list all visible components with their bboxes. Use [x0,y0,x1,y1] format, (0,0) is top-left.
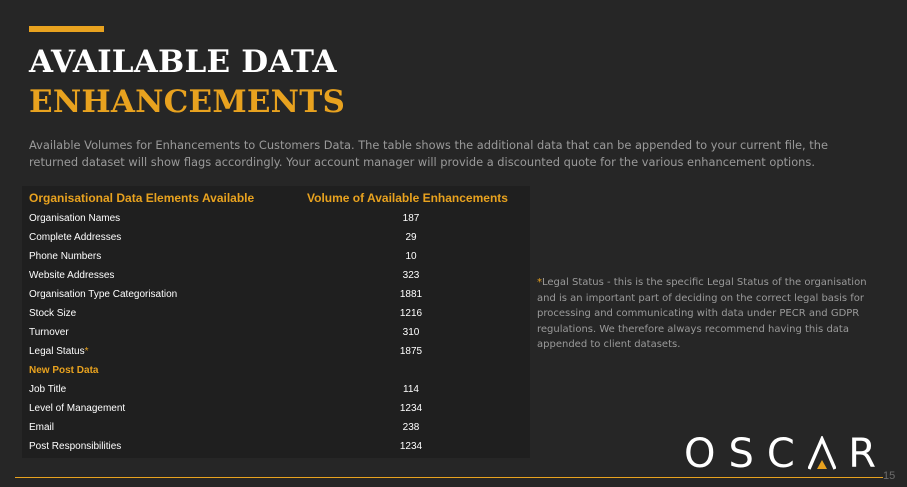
note-text: Legal Status - this is the specific Legal Status of the organisation and is an important part of deciding on the correct legal basis for processing and communicating with data under PECR and GDPR regulations. We therefore always recommend having this data appended to client datasets. [537,277,867,351]
row-volume-value: 29 [405,232,417,243]
row-volume-value: 1875 [399,346,423,357]
table-row [29,228,499,247]
row-label-text: Job Title [29,384,67,395]
row-label-text: Stock Size [29,308,77,319]
table-row [29,380,499,399]
intro-paragraph: Available Volumes for Enhancements to Customers Data. The table shows the additional data that can be appended to your current file, the returned dataset will show flags accordingly. Your account manager will provide a discounted quote for the various enhancement options. [29,138,828,169]
row-element-name [29,308,76,319]
row-element-name [29,327,69,338]
row-volume-value: 187 [402,213,420,224]
table-row [29,323,499,342]
enhancement-table [29,209,499,456]
row-volume-value: 1234 [399,403,423,414]
row-element-name [29,232,121,243]
row-label-text: Level of Management [29,403,126,414]
row-element-name [29,384,66,395]
row-element-name [29,422,54,433]
logo-text-part1: OSC [684,431,808,477]
legal-status-star: * [84,346,89,357]
row-element-name [29,346,89,357]
row-label-text: Phone Numbers [29,251,102,262]
column-header-elements: Organisational Data Elements Available [29,191,255,205]
table-row [29,342,499,361]
row-label-text: New Post Data [29,365,99,376]
column-header-volume: Volume of Available Enhancements [307,191,508,205]
row-element-name [29,403,125,414]
row-label-text: Organisation Names [29,213,121,224]
row-label-text: Email [29,422,55,433]
row-volume-value: 1216 [399,308,423,319]
page-title [29,42,345,122]
oscar-logo [684,430,889,478]
title-line-1: AVAILABLE DATA [29,44,337,80]
logo-chevron-icon [808,436,836,470]
row-volume-value: 10 [405,251,417,262]
table-row [29,266,499,285]
logo-a-mark [808,430,848,478]
row-volume-value: 114 [403,384,419,395]
table-section-header [29,361,499,380]
table-row [29,304,499,323]
row-element-name [29,213,120,224]
page-number: 15 [883,470,896,482]
table-row [29,418,499,437]
legal-status-note [537,275,867,353]
row-element-name [29,270,114,281]
row-element-name [29,289,177,300]
row-volume-value: 323 [402,270,420,281]
row-label-text: Post Responsibilities [29,441,122,452]
table-row [29,247,499,266]
footer-divider [15,477,883,478]
row-label-text: Organisation Type Categorisation [29,289,178,300]
logo-text-part2: R [848,431,889,477]
row-volume-value: 238 [402,422,420,433]
table-row [29,437,499,456]
row-label-text: Turnover [29,327,69,338]
table-row [29,399,499,418]
row-volume-value: 1881 [399,289,423,300]
section-label [29,365,98,376]
row-label-text: Legal Status [29,346,85,357]
row-volume-value: 310 [402,327,420,338]
row-element-name [29,441,121,452]
row-label-text: Website Addresses [29,270,115,281]
row-element-name [29,251,101,262]
note-star: * [537,277,542,288]
title-accent-bar [29,26,104,32]
row-label-text: Complete Addresses [29,232,122,243]
title-line-2: ENHANCEMENTS [29,84,346,120]
table-row [29,209,499,228]
row-volume-value: 1234 [399,441,423,452]
table-row [29,285,499,304]
